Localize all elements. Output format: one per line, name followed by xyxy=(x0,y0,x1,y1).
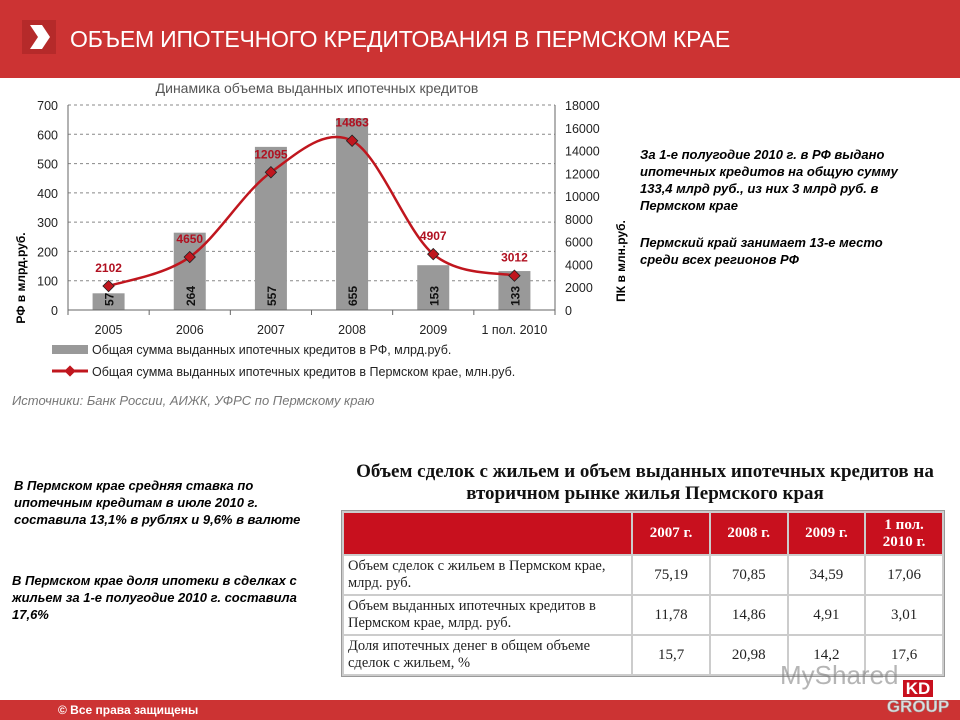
y2-tick-label: 10000 xyxy=(565,190,600,205)
table-header-cell: 2009 г. xyxy=(789,513,865,554)
row-label: Доля ипотечных денег в общем объеме сделок с жильем, % xyxy=(344,636,631,674)
y2-axis-label: ПК в млн.руб. xyxy=(614,220,628,302)
cell: 11,78 xyxy=(633,596,709,634)
line-value-label: 4907 xyxy=(419,229,447,244)
legend-bar-label: Общая сумма выданных ипотечных кредитов в РФ, млрд.руб. xyxy=(92,343,452,357)
line-value-label: 12095 xyxy=(254,147,288,162)
y2-tick-label: 16000 xyxy=(565,121,600,136)
row-label: Объем сделок с жильем в Пермском крае, млрд. руб. xyxy=(344,556,631,594)
cell: 14,2 xyxy=(789,636,865,674)
y2-tick-label: 8000 xyxy=(565,212,593,227)
y-tick-label: 700 xyxy=(37,99,58,113)
y-tick-label: 500 xyxy=(37,157,58,172)
y-axis-label: РФ в млрд.руб. xyxy=(14,232,28,324)
mortgage-chart xyxy=(0,78,640,388)
line-series xyxy=(109,137,515,286)
note-rate: В Пермском крае средняя ставка по ипотечным кредитам в июле 2010 г. составила 13,1% в рублях и 9,6% в валюте xyxy=(14,478,301,527)
line-value-label: 14863 xyxy=(335,115,369,130)
table-title: Объем сделок с жильем и объем выданных ипотечных кредитов на вторичном рынке жилья Пермского края xyxy=(356,461,934,504)
row-label: Объем выданных ипотечных кредитов в Пермском крае, млрд. руб. xyxy=(344,596,631,634)
table-header-cell: 2008 г. xyxy=(711,513,787,554)
y-tick-label: 100 xyxy=(37,274,58,289)
logo-bottom: GROUP xyxy=(886,697,950,716)
bar-value-label: 557 xyxy=(264,285,279,306)
cell: 17,6 xyxy=(866,636,942,674)
note-rf-total: За 1-е полугодие 2010 г. в РФ выдано ипотечных кредитов на общую сумму 133,4 млрд руб., из них 3 млрд руб. в Пермском крае xyxy=(640,147,898,213)
y2-tick-label: 18000 xyxy=(565,99,600,113)
cell: 17,06 xyxy=(866,556,942,594)
cell: 70,85 xyxy=(711,556,787,594)
y2-tick-label: 14000 xyxy=(565,144,600,159)
cell: 20,98 xyxy=(711,636,787,674)
y2-tick-label: 12000 xyxy=(565,167,600,182)
x-tick-label: 2008 xyxy=(338,323,366,337)
sources-text: Источники: Банк России, АИЖК, УФРС по Пермскому краю xyxy=(12,393,375,408)
table-row xyxy=(344,596,942,634)
legend-line-label: Общая сумма выданных ипотечных кредитов в Пермском крае, млн.руб. xyxy=(92,365,516,379)
cell: 14,86 xyxy=(711,596,787,634)
bar xyxy=(335,115,369,310)
table-header-cell: 1 пол. 2010 г. xyxy=(866,513,942,554)
x-tick-label: 2009 xyxy=(419,323,448,337)
y-tick-label: 0 xyxy=(51,304,58,318)
note-region-rank: Пермский край занимает 13-е место среди всех регионов РФ xyxy=(640,235,883,267)
y-tick-label: 400 xyxy=(37,186,58,201)
chart-title: Динамика объема выданных ипотечных кредитов xyxy=(155,80,479,96)
cell: 75,19 xyxy=(633,556,709,594)
cell: 3,01 xyxy=(866,596,942,634)
bar-value-label: 133 xyxy=(508,285,523,306)
bar-value-label: 57 xyxy=(102,292,117,306)
legend-bar-swatch xyxy=(52,345,88,354)
bar-value-label: 655 xyxy=(346,285,361,306)
kd-group-logo xyxy=(880,680,956,715)
y2-tick-label: 0 xyxy=(565,304,572,318)
line-value-label: 2102 xyxy=(95,261,122,276)
x-tick-label: 2005 xyxy=(94,323,123,337)
footer-bar xyxy=(0,697,960,720)
secondary-market-table xyxy=(341,510,945,677)
x-tick-label: 2007 xyxy=(257,323,285,337)
table-header-row xyxy=(344,513,942,554)
table-header-cell: 2007 г. xyxy=(633,513,709,554)
logo-top: KD xyxy=(903,680,934,697)
table-header-cell xyxy=(344,513,631,554)
y-tick-label: 300 xyxy=(37,216,58,231)
cell: 15,7 xyxy=(633,636,709,674)
x-tick-label: 2006 xyxy=(175,323,204,337)
line-marker xyxy=(103,280,114,291)
table-row xyxy=(344,556,942,594)
y-tick-label: 200 xyxy=(37,245,58,260)
line-value-label: 3012 xyxy=(501,250,528,265)
legend-line-marker xyxy=(64,365,75,376)
y-tick-label: 600 xyxy=(37,128,58,143)
y2-tick-label: 6000 xyxy=(565,235,593,250)
page-title: ОБЪЕМ ИПОТЕЧНОГО КРЕДИТОВАНИЯ В ПЕРМСКОМ КРАЕ xyxy=(70,26,730,52)
y2-tick-label: 2000 xyxy=(565,281,593,296)
bar-value-label: 153 xyxy=(427,285,442,306)
copyright-text: © Все права защищены xyxy=(58,703,199,717)
cell: 34,59 xyxy=(789,556,865,594)
bar-value-label: 264 xyxy=(183,285,198,306)
y2-tick-label: 4000 xyxy=(565,258,593,273)
chevron-right-icon xyxy=(22,20,56,54)
note-share: В Пермском крае доля ипотеки в сделках с жильем за 1-е полугодие 2010 г. составила 17,6% xyxy=(12,573,297,622)
line-value-label: 4650 xyxy=(176,232,204,247)
watermark: MyShared xyxy=(780,660,899,690)
header-bar xyxy=(0,0,960,78)
cell: 4,91 xyxy=(789,596,865,634)
x-tick-label: 1 пол. 2010 xyxy=(481,323,548,337)
